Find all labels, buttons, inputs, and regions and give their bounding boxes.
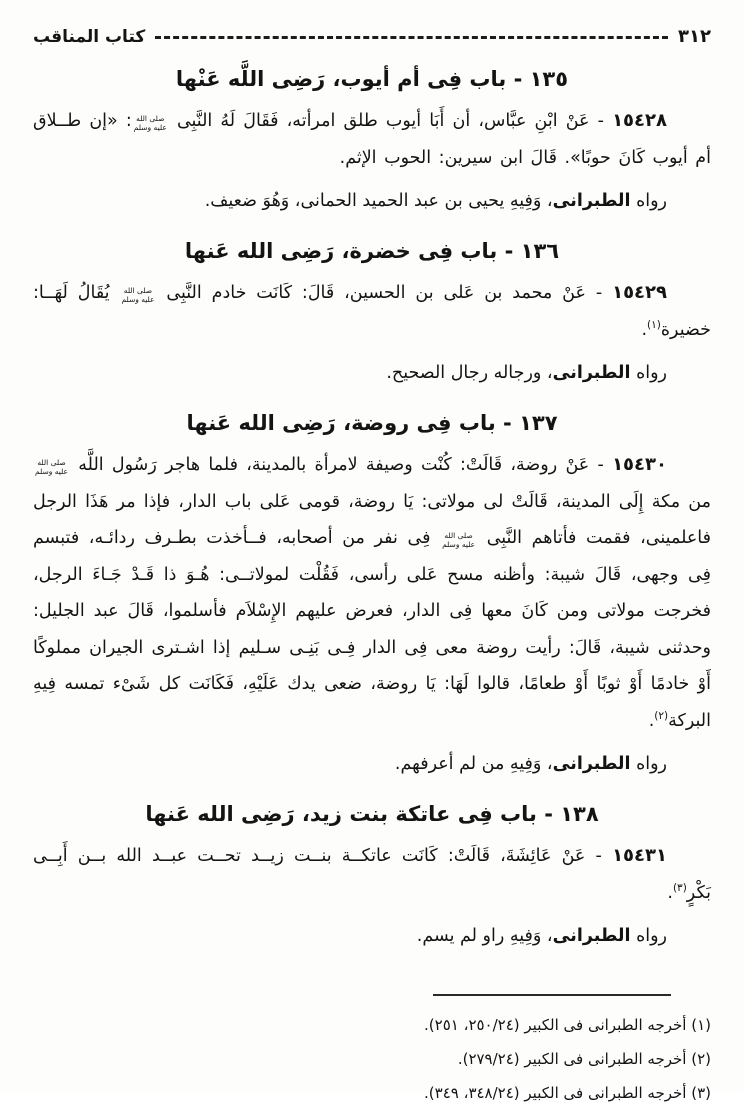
attribution-rest: ، ورجاله رجال الصحيح. [386,363,553,383]
attribution-line [33,746,711,782]
header-dashed-rule [155,36,668,39]
hadith-end-punct: . [641,319,648,340]
attribution-line [33,355,711,391]
attribution-source: الطبرانى [552,191,631,211]
saws-honorific-icon: صلى الله عليه وسلم [121,286,155,304]
hadith-number: ١٥٤٢٩ [612,282,668,303]
footnote-ref: (١) [647,318,661,331]
page-number: ٣١٢ [678,26,711,47]
chapter-heading-138: ١٣٨ - باب فِى عاتكة بنت زيد، رَضِى الله عَنها [145,802,599,826]
chapter-heading-136: ١٣٦ - باب فِى خضرة، رَضِى الله عَنها [184,239,560,263]
attribution-pre: رواه [630,191,667,211]
hadith-paragraph-15430 [33,447,711,739]
hadith-number: ١٥٤٢٨ [612,110,667,131]
saws-honorific-icon: صلى الله عليه وسلم [442,531,476,549]
attribution-line [33,918,711,954]
page-header [33,26,711,47]
footnote-1: (١) أخرجه الطبرانى فى الكبير (٢٥٠/٢٤، ٢٥١). [424,1016,711,1034]
footnotes-block [33,1008,711,1110]
hadith-text: - عَنْ روضة، قَالَتْ: كُنْت وصيفة لامرأة بالمدينة، فلما هاجر رَسُول اللَّه صلى الله عليه وسلم من مكة إِلَى المدينة، قَالَتْ لى مولاتى: يَا روضة، قومى عَلى باب الدار، فإذا مر هَذَا الرجل فاعلمينى، فقمت فأتاهم النَّبِى صلى الله عليه وسلم فِى نفر من أصحابه، فــأخذت بطـرف ردائـه، فتبسم فِى وجهى، قَالَ شيبة: وأظنه مسح عَلى رأسى، فَقُلْت لمولاتــى: هُـوَ ذا قَـدْ جَـاءَ الرجل، فخرجت مولاتى ومن كَانَ معها فِى الدار، فعرض عليهم الإِسْلاَم فأسلموا، قَالَ عبد الجليل: وحدثنى شيبة، قَالَ: رأيت روضة معى فِى الدار فِـى بَنِـى سـليم إذا اشـترى الجيران مملوكًا أَوْ خادمًا أَوْ ثوبًا أَوْ طعامًا، قالوا لَهَا: يَا روضة، ضعى يدك عَلَيْهِ، فَكَانَت كل شَىْء تمسه فِيهِ البركة [33,455,711,731]
attribution-source: الطبرانى [552,926,631,946]
footnote-ref: (٣) [672,881,687,894]
hadith-end-punct: . [648,710,655,731]
hadith-paragraph-15428 [33,103,711,176]
attribution-rest: ، وَفِيهِ يحيى بن عبد الحميد الحمانى، وَهُوَ ضعيف. [204,191,553,211]
hadith-number: ١٥٤٣١ [612,845,667,866]
attribution-pre: رواه [630,754,667,774]
hadith-number: ١٥٤٣٠ [612,454,667,475]
saws-honorific-icon: صلى الله عليه وسلم [35,458,69,476]
attribution-pre: رواه [630,926,667,946]
attribution-source: الطبرانى [552,754,631,774]
attribution-rest: ، وَفِيهِ من لم أعرفهم. [394,754,553,774]
chapter-heading-135: ١٣٥ - باب فِى أم أيوب، رَضِى اللَّه عَنْها [175,67,569,91]
attribution-source: الطبرانى [552,363,631,383]
hadith-end-punct: . [667,882,673,903]
hadith-text: - عَنْ ابْنِ عبَّاس، أن أَبَا أيوب طلق امرأته، فَقَالَ لَهُ النَّبِى صلى الله عليه وسلم: «إن طــلاق أم أيوب كَانَ حوبًا». قَالَ ابن سيرين: الحوب الإثم. [33,111,711,168]
attribution-rest: ، وَفِيهِ راو لم يسم. [416,926,553,946]
footnote-3: (٣) أخرجه الطبرانى فى الكبير (٣٤٨/٢٤، ٣٤٩). [424,1084,711,1102]
saws-honorific-icon: صلى الله عليه وسلم [133,114,167,132]
attribution-line [33,183,711,219]
hadith-text: - عَنْ محمد بن عَلى بن الحسين، قَالَ: كَانَت خادم النَّبِى صلى الله عليه وسلم يُقَالُ لَهَــا: خضيرة [33,283,711,340]
chapter-heading-137: ١٣٧ - باب فِى روضة، رَضِى الله عَنها [186,411,558,435]
footnote-separator-rule [433,994,671,996]
hadith-text: - عَنْ عَائِشَةَ، قَالَتْ: كَانَت عاتكــة بنــت زيــد تحــت عبــد الله بــن أَبِــى بَكْرٍ [33,846,711,903]
footnote-ref: (٢) [654,709,669,722]
hadith-paragraph-15431 [33,838,711,911]
attribution-pre: رواه [630,363,667,383]
footnote-2: (٢) أخرجه الطبرانى فى الكبير (٢٧٩/٢٤). [457,1050,711,1068]
book-title: كتاب المناقب [33,26,146,47]
hadith-paragraph-15429 [33,275,711,348]
